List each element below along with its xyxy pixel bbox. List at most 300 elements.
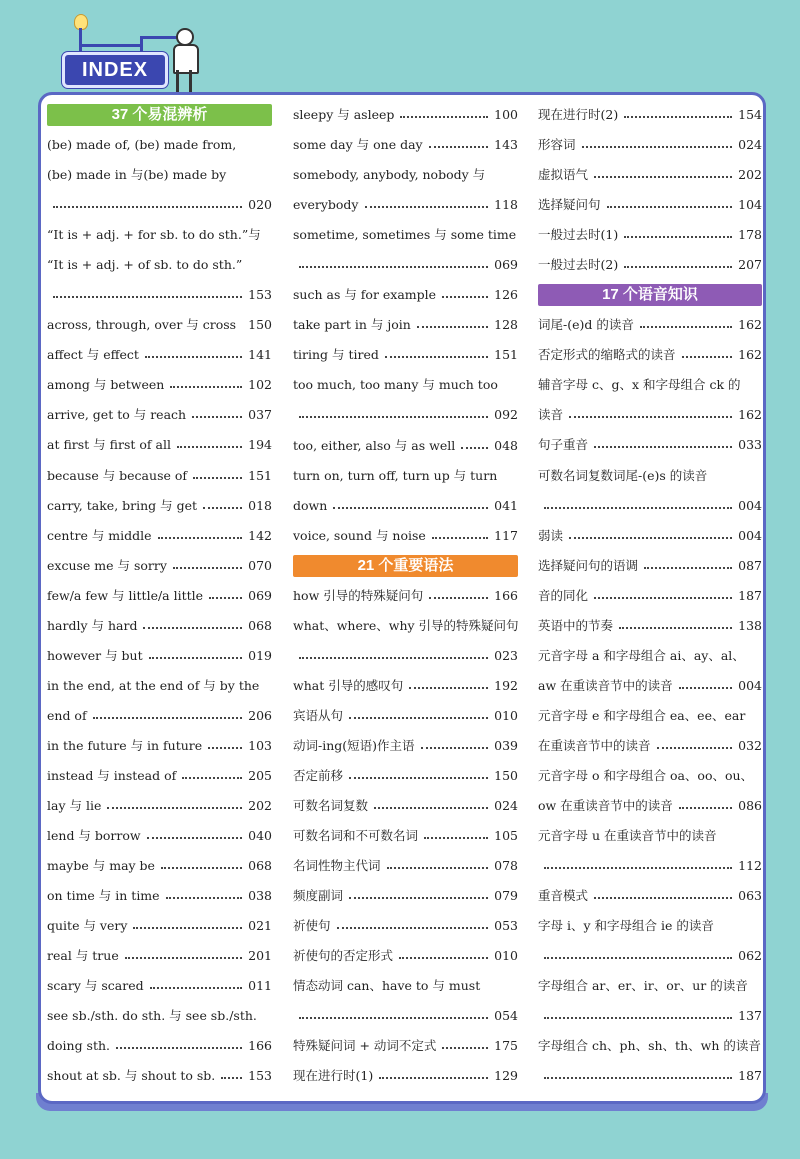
entry-title: aw 在重读音节中的读音: [538, 677, 673, 693]
index-column-1: [47, 100, 272, 1092]
dot-leader: [644, 567, 732, 569]
page-number: 079: [494, 888, 518, 904]
index-column-3: [538, 100, 762, 1092]
index-entry[interactable]: [47, 250, 272, 280]
page-number: 202: [248, 798, 272, 814]
dot-leader: [387, 867, 489, 869]
index-entry[interactable]: [538, 611, 762, 641]
index-entry[interactable]: [47, 911, 272, 941]
dot-leader: [147, 837, 243, 839]
index-entry[interactable]: [47, 671, 272, 701]
entry-title: 句子重音: [538, 437, 589, 453]
entry-title: across, through, over 与 cross: [47, 317, 237, 333]
decor-line: [79, 28, 82, 52]
entry-title: “It is + adj. + for sb. to do sth.”与: [47, 227, 261, 243]
index-entry[interactable]: [293, 791, 518, 821]
entry-title: because 与 because of: [47, 467, 188, 483]
page-number: 175: [494, 1038, 518, 1054]
page-number: 151: [248, 467, 272, 483]
dot-leader: [569, 416, 732, 418]
dot-leader: [365, 206, 489, 208]
index-entry[interactable]: [293, 1061, 518, 1091]
dot-leader: [158, 537, 243, 539]
entry-title: affect 与 effect: [47, 347, 139, 363]
index-entry[interactable]: [47, 310, 272, 340]
dot-leader: [544, 507, 732, 509]
entry-title: voice, sound 与 noise: [293, 527, 426, 543]
page-number: 068: [248, 617, 272, 633]
index-entry[interactable]: [293, 491, 518, 521]
index-entry[interactable]: [47, 851, 272, 881]
index-entry[interactable]: [538, 851, 762, 881]
page-number: 202: [738, 167, 762, 183]
entry-title: on time 与 in time: [47, 888, 160, 904]
dot-leader: [166, 897, 243, 899]
page-number: 070: [248, 557, 272, 573]
page-number: 037: [248, 407, 272, 423]
index-entry[interactable]: [293, 671, 518, 701]
page-number: 004: [738, 677, 762, 693]
entry-title: among 与 between: [47, 377, 165, 393]
index-entry[interactable]: [538, 911, 762, 941]
entry-title: too much, too many 与 much too: [293, 377, 498, 393]
dot-leader: [337, 927, 489, 929]
index-entry[interactable]: [538, 190, 762, 220]
page-number: 154: [738, 107, 762, 122]
index-entry[interactable]: [47, 971, 272, 1001]
index-entry[interactable]: [293, 400, 518, 430]
index-entry[interactable]: [293, 911, 518, 941]
dot-leader: [349, 777, 488, 779]
entry-title: lay 与 lie: [47, 798, 102, 814]
dot-leader: [299, 266, 488, 268]
page-number: 151: [494, 347, 518, 363]
page-number: 078: [494, 858, 518, 874]
dot-leader: [53, 296, 242, 298]
entry-title: 元音字母 a 和字母组合 ai、ay、al、: [538, 647, 745, 663]
entry-title: doing sth.: [47, 1038, 111, 1054]
dot-leader: [143, 627, 242, 629]
index-entry[interactable]: [47, 731, 272, 761]
page-number: 004: [738, 527, 762, 543]
dot-leader: [429, 146, 489, 148]
index-entry[interactable]: [293, 641, 518, 671]
page-number: 117: [494, 527, 518, 543]
dot-leader: [679, 807, 732, 809]
entry-title: “It is + adj. + of sb. to do sth.”: [47, 257, 243, 273]
index-entry[interactable]: [293, 581, 518, 611]
entry-title: 弱读: [538, 527, 564, 543]
page-number: 129: [494, 1068, 518, 1084]
dot-leader: [150, 987, 243, 989]
index-entry[interactable]: [293, 941, 518, 971]
entry-title: 现在进行时(2): [538, 107, 619, 122]
index-entry[interactable]: [538, 370, 762, 400]
dot-leader: [385, 356, 488, 358]
entry-title: 可数名词复数: [293, 798, 369, 814]
dot-leader: [116, 1047, 242, 1049]
dot-leader: [125, 957, 242, 959]
entry-title: scary 与 scared: [47, 978, 144, 994]
index-entry[interactable]: [47, 160, 272, 190]
index-entry[interactable]: [293, 370, 518, 400]
dot-leader: [544, 867, 732, 869]
index-entry[interactable]: [538, 941, 762, 971]
entry-title: ow 在重读音节中的读音: [538, 798, 673, 814]
index-entry[interactable]: [47, 581, 272, 611]
dot-leader: [299, 657, 488, 659]
page-number: 086: [738, 798, 762, 814]
index-column-2: [293, 100, 518, 1092]
page-number: 205: [248, 767, 272, 783]
dot-leader: [400, 116, 488, 118]
page-number: 150: [494, 767, 518, 783]
dot-leader: [299, 416, 488, 418]
index-entry[interactable]: [538, 340, 762, 370]
dot-leader: [640, 326, 732, 328]
index-entry[interactable]: [538, 491, 762, 521]
dot-leader: [619, 627, 732, 629]
index-entry[interactable]: [47, 941, 272, 971]
entry-title: 现在进行时(1): [293, 1068, 374, 1084]
index-entry[interactable]: [293, 340, 518, 370]
index-entry[interactable]: [47, 220, 272, 250]
dot-leader: [607, 206, 733, 208]
index-entry[interactable]: [293, 701, 518, 731]
page-number: 105: [494, 828, 518, 844]
index-entry[interactable]: [538, 130, 762, 160]
dot-leader: [594, 176, 732, 178]
entry-title: how 引导的特殊疑问句: [293, 587, 424, 603]
page-number: 004: [738, 497, 762, 513]
index-entry[interactable]: [293, 250, 518, 280]
index-entry[interactable]: [47, 641, 272, 671]
entry-title: 重音模式: [538, 888, 589, 904]
section-header: 21 个重要语法: [293, 555, 518, 577]
page-number: 100: [494, 107, 518, 122]
dot-leader: [624, 116, 732, 118]
page-number: 040: [248, 828, 272, 844]
dot-leader: [432, 537, 488, 539]
dot-leader: [594, 597, 732, 599]
entry-title: tiring 与 tired: [293, 347, 379, 363]
page-number: 018: [248, 497, 272, 513]
page-number: 153: [248, 1068, 272, 1084]
dot-leader: [544, 957, 732, 959]
index-entry[interactable]: [538, 461, 762, 491]
index-entry[interactable]: [293, 1001, 518, 1031]
index-entry[interactable]: [293, 761, 518, 791]
dot-leader: [429, 597, 488, 599]
index-entry[interactable]: [47, 881, 272, 911]
dot-leader: [569, 537, 732, 539]
entry-title: maybe 与 may be: [47, 858, 155, 874]
index-entry[interactable]: [293, 1031, 518, 1061]
entry-title: 读音: [538, 407, 564, 423]
entry-title: end of: [47, 707, 87, 723]
entry-title: few/a few 与 little/a little: [47, 587, 204, 603]
page-number: 023: [494, 647, 518, 663]
dot-leader: [409, 687, 488, 689]
dot-leader: [594, 897, 732, 899]
page-number: 192: [494, 677, 518, 693]
page-number: 039: [494, 737, 518, 753]
page-number: 178: [738, 227, 762, 243]
entry-title: 字母 i、y 和字母组合 ie 的读音: [538, 918, 714, 934]
index-entry[interactable]: [538, 821, 762, 851]
entry-title: some day 与 one day: [293, 137, 423, 153]
index-entry[interactable]: [538, 1001, 762, 1031]
entry-title: what、where、why 引导的特殊疑问句: [293, 617, 519, 633]
dot-leader: [682, 356, 733, 358]
index-entry[interactable]: [47, 701, 272, 731]
entry-title: 选择疑问句的语调: [538, 557, 639, 573]
entry-title: what 引导的感叹句: [293, 677, 404, 693]
index-entry[interactable]: [47, 430, 272, 460]
index-entry[interactable]: [293, 310, 518, 340]
index-entry[interactable]: [538, 310, 762, 340]
entry-title: real 与 true: [47, 948, 119, 964]
index-entry[interactable]: [293, 971, 518, 1001]
page-number: 153: [248, 287, 272, 303]
dot-leader: [594, 446, 732, 448]
page-number: 019: [248, 647, 272, 663]
entry-title: shout at sb. 与 shout to sb.: [47, 1068, 216, 1084]
entry-title: sleepy 与 asleep: [293, 107, 395, 122]
page-number: 187: [738, 1068, 762, 1084]
index-entry[interactable]: [293, 611, 518, 641]
index-entry[interactable]: [47, 1031, 272, 1061]
dot-leader: [544, 1017, 732, 1019]
page-number: 118: [494, 197, 518, 213]
dot-leader: [679, 687, 733, 689]
entry-title: in the future 与 in future: [47, 737, 203, 753]
entry-title: 频度副词: [293, 888, 344, 904]
index-entry[interactable]: [47, 1001, 272, 1031]
section-header: 37 个易混辨析: [47, 104, 272, 126]
index-entry[interactable]: [293, 100, 518, 130]
entry-title: 否定形式的缩略式的读音: [538, 347, 676, 363]
page-number: 024: [738, 137, 762, 153]
dot-leader: [417, 326, 488, 328]
dot-leader: [379, 1077, 488, 1079]
page-number: 201: [248, 948, 272, 964]
index-entry[interactable]: [47, 611, 272, 641]
page-number: 128: [494, 317, 518, 333]
dot-leader: [53, 206, 242, 208]
page-number: 141: [248, 347, 272, 363]
page-number: 143: [494, 137, 518, 153]
entry-title: hardly 与 hard: [47, 617, 138, 633]
dot-leader: [203, 507, 242, 509]
entry-title: 辅音字母 c、g、x 和字母组合 ck 的: [538, 377, 741, 393]
entry-title: turn on, turn off, turn up 与 turn: [293, 467, 498, 483]
index-entry[interactable]: [293, 731, 518, 761]
page-number: 150: [248, 317, 272, 333]
entry-title: 音的同化: [538, 587, 589, 603]
entry-title: 选择疑问句: [538, 197, 601, 213]
index-entry[interactable]: [293, 881, 518, 911]
index-entry[interactable]: [538, 731, 762, 761]
index-entry[interactable]: [293, 190, 518, 220]
entry-title: 虚拟语气: [538, 167, 589, 183]
index-entry[interactable]: [538, 100, 762, 130]
page-number: 020: [248, 197, 272, 213]
page-number: 048: [494, 437, 518, 453]
entry-title: everybody: [293, 197, 359, 213]
index-entry[interactable]: [47, 791, 272, 821]
dot-leader: [93, 717, 243, 719]
page-number: 142: [248, 527, 272, 543]
index-entry[interactable]: [293, 220, 518, 250]
index-entry[interactable]: [293, 821, 518, 851]
dot-leader: [374, 807, 488, 809]
index-entry[interactable]: [47, 370, 272, 400]
index-entry[interactable]: [538, 160, 762, 190]
page-number: 138: [738, 617, 762, 633]
index-entry[interactable]: [538, 971, 762, 1001]
index-entry[interactable]: [538, 1061, 762, 1091]
page-number: 207: [738, 257, 762, 273]
page-number: 112: [738, 858, 762, 874]
page-number: 092: [494, 407, 518, 423]
entry-title: arrive, get to 与 reach: [47, 407, 187, 423]
page-number: 206: [248, 707, 272, 723]
index-entry[interactable]: [538, 701, 762, 731]
dot-leader: [461, 447, 488, 449]
page-number: 069: [494, 257, 518, 273]
decor-line: [140, 36, 178, 39]
page-number: 038: [248, 888, 272, 904]
entry-title: in the end, at the end of 与 by the: [47, 677, 260, 693]
index-entry[interactable]: [293, 130, 518, 160]
page-number: 063: [738, 888, 762, 904]
dot-leader: [192, 416, 242, 418]
page-number: 137: [738, 1008, 762, 1024]
dot-leader: [399, 957, 488, 959]
entry-title: excuse me 与 sorry: [47, 557, 167, 573]
entry-title: centre 与 middle: [47, 527, 152, 543]
dot-leader: [657, 747, 733, 749]
index-entry[interactable]: [538, 761, 762, 791]
dot-leader: [299, 1017, 488, 1019]
index-entry[interactable]: [47, 400, 272, 430]
entry-title: 宾语从句: [293, 707, 344, 723]
entry-title: 词尾-(e)d 的读音: [538, 317, 634, 333]
dot-leader: [193, 477, 242, 479]
index-entry[interactable]: [293, 521, 518, 551]
entry-title: 元音字母 e 和字母组合 ea、ee、ear: [538, 707, 746, 723]
dot-leader: [173, 567, 242, 569]
entry-title: such as 与 for example: [293, 287, 437, 303]
index-entry[interactable]: [538, 400, 762, 430]
index-entry[interactable]: [293, 160, 518, 190]
person-legs-icon: [176, 70, 192, 92]
dot-leader: [208, 747, 242, 749]
page-number: 024: [494, 798, 518, 814]
index-entry[interactable]: [293, 461, 518, 491]
entry-title: 情态动词 can、have to 与 must: [293, 978, 481, 994]
index-entry[interactable]: [47, 821, 272, 851]
index-badge: INDEX: [62, 52, 168, 88]
dot-leader: [624, 266, 732, 268]
entry-title: carry, take, bring 与 get: [47, 497, 198, 513]
decor-line: [79, 44, 143, 47]
index-entry[interactable]: [538, 521, 762, 551]
page-number: 032: [738, 737, 762, 753]
page-number: 021: [248, 918, 272, 934]
index-entry[interactable]: [538, 430, 762, 460]
page-number: 010: [494, 948, 518, 964]
dot-leader: [182, 777, 242, 779]
entry-title: 字母组合 ar、er、ir、or、ur 的读音: [538, 978, 748, 994]
index-entry[interactable]: [538, 250, 762, 280]
entry-title: sometime, sometimes 与 some time: [293, 227, 517, 243]
dot-leader: [624, 236, 732, 238]
entry-title: 动词-ing(短语)作主语: [293, 737, 415, 753]
entry-title: 形容词: [538, 137, 576, 153]
index-entry[interactable]: [293, 431, 518, 461]
index-entry[interactable]: [47, 340, 272, 370]
page-number: 053: [494, 918, 518, 934]
page-number: 062: [738, 948, 762, 964]
dot-leader: [349, 897, 488, 899]
entry-title: however 与 but: [47, 647, 143, 663]
index-entry[interactable]: [538, 791, 762, 821]
entry-title: 一般过去时(1): [538, 227, 619, 243]
index-entry[interactable]: [538, 641, 762, 671]
dot-leader: [209, 597, 242, 599]
index-entry[interactable]: [47, 130, 272, 160]
page-number: 087: [738, 557, 762, 573]
page-number: 011: [248, 978, 272, 994]
index-entry[interactable]: [47, 1061, 272, 1091]
index-entry[interactable]: [538, 671, 762, 701]
index-entry[interactable]: [47, 491, 272, 521]
page-number: 187: [738, 587, 762, 603]
entry-title: somebody, anybody, nobody 与: [293, 167, 486, 183]
dot-leader: [424, 837, 488, 839]
index-entry[interactable]: [47, 761, 272, 791]
dot-leader: [544, 1077, 732, 1079]
index-entry[interactable]: [538, 1031, 762, 1061]
index-entry[interactable]: [47, 551, 272, 581]
index-entry[interactable]: [538, 881, 762, 911]
entry-title: 特殊疑问词 + 动词不定式: [293, 1038, 437, 1054]
entry-title: (be) made of, (be) made from,: [47, 137, 237, 152]
entry-title: instead 与 instead of: [47, 767, 177, 783]
entry-title: 可数名词和不可数名词: [293, 828, 419, 844]
index-entry[interactable]: [293, 280, 518, 310]
page-number: 102: [248, 377, 272, 393]
index-entry[interactable]: [47, 521, 272, 551]
entry-title: take part in 与 join: [293, 317, 411, 333]
index-entry[interactable]: [47, 461, 272, 491]
section-header: 17 个语音知识: [538, 284, 762, 306]
entry-title: down: [293, 497, 328, 513]
index-entry[interactable]: [538, 581, 762, 611]
entry-title: 祈使句的否定形式: [293, 948, 394, 964]
index-entry[interactable]: [538, 551, 762, 581]
index-entry[interactable]: [538, 220, 762, 250]
index-entry[interactable]: [293, 851, 518, 881]
page-number: 069: [248, 587, 272, 603]
index-entry[interactable]: [47, 280, 272, 310]
index-entry[interactable]: [47, 190, 272, 220]
entry-title: 名词性物主代词: [293, 858, 381, 874]
page-number: 162: [738, 407, 762, 423]
entry-title: (be) made in 与(be) made by: [47, 167, 227, 183]
